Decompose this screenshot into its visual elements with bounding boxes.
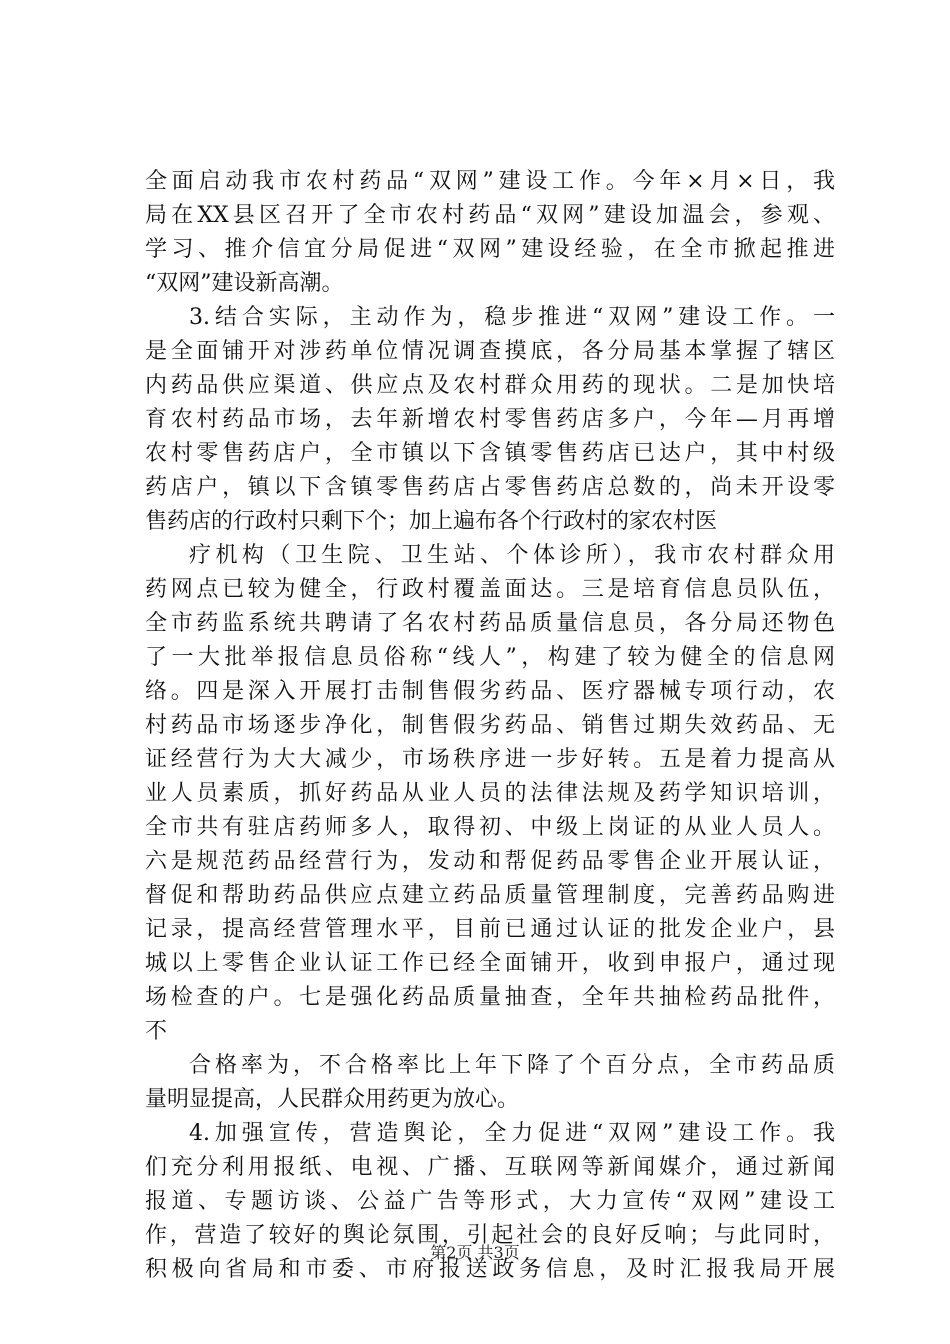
text-line: 售药店的行政村只剩下个；加上遍布各个行政村的家农村医	[145, 509, 718, 534]
text-line: 全面启动我市农村药品“双网”建设工作。今年×月×日，我	[145, 169, 835, 194]
text-line: 记录，提高经营管理水平，目前已通过认证的批发企业户，县	[145, 917, 835, 942]
text-line: 疗机构（卫生院、卫生站、个体诊所），我市农村群众用	[189, 543, 835, 568]
text-line: 是全面铺开对涉药单位情况调查摸底，各分局基本掌握了辖区	[145, 339, 835, 364]
text-line: 4.加强宣传，营造舆论，全力促进“双网”建设工作。我	[189, 1121, 835, 1146]
text-line: 作，营造了较好的舆论氛围，引起社会的良好反响；与此同时，	[145, 1223, 835, 1248]
text-line: 六是规范药品经营行为，发动和帮促药品零售企业开展认证，	[145, 849, 835, 874]
text-line: “双网”建设新高潮。	[145, 271, 344, 296]
text-line: 了一大批举报信息员俗称“线人”，构建了较为健全的信息网	[145, 645, 835, 670]
text-line: 证经营行为大大减少，市场秩序进一步好转。五是着力提高从	[145, 747, 835, 772]
body-text	[145, 165, 835, 1287]
text-line: 育农村药品市场，去年新增农村零售药店多户，今年—月再增	[145, 407, 835, 432]
page-footer: 第2页 共3页	[430, 1243, 520, 1262]
text-line: 不	[145, 1019, 168, 1044]
text-line: 局在XX县区召开了全市农村药品“双网”建设加温会，参观、	[145, 203, 835, 228]
text-line: 积极向省局和市委、市府报送政务信息，及时汇报我局开展	[145, 1257, 835, 1282]
text-line: 报道、专题访谈、公益广告等形式，大力宣传“双网”建设工	[145, 1189, 835, 1214]
text-line: 络。四是深入开展打击制售假劣药品、医疗器械专项行动，农	[145, 679, 835, 704]
text-line: 学习、推介信宜分局促进“双网”建设经验，在全市掀起推进	[145, 237, 835, 262]
text-line: 们充分利用报纸、电视、广播、互联网等新闻媒介，通过新闻	[145, 1155, 835, 1180]
text-line: 场检查的户。七是强化药品质量抽查，全年共抽检药品批件，	[145, 985, 835, 1010]
text-line: 内药品供应渠道、供应点及农村群众用药的现状。二是加快培	[145, 373, 835, 398]
text-line: 药店户，镇以下含镇零售药店占零售药店总数的，尚未开设零	[145, 475, 835, 500]
text-line: 量明显提高，人民群众用药更为放心。	[145, 1087, 520, 1112]
text-line: 全市药监系统共聘请了名农村药品质量信息员，各分局还物色	[145, 611, 835, 636]
text-line: 合格率为，不合格率比上年下降了个百分点，全市药品质	[189, 1053, 835, 1078]
text-line: 全市共有驻店药师多人，取得初、中级上岗证的从业人员人。	[145, 815, 835, 840]
text-line: 督促和帮助药品供应点建立药品质量管理制度，完善药品购进	[145, 883, 835, 908]
text-line: 药网点已较为健全，行政村覆盖面达。三是培育信息员队伍，	[145, 577, 835, 602]
text-line: 业人员素质，抓好药品从业人员的法律法规及药学知识培训，	[145, 781, 835, 806]
text-line: 村药品市场逐步净化，制售假劣药品、销售过期失效药品、无	[145, 713, 835, 738]
text-line: 农村零售药店户，全市镇以下含镇零售药店已达户，其中村级	[145, 441, 835, 466]
text-line: 3.结合实际，主动作为，稳步推进“双网”建设工作。一	[189, 305, 835, 330]
text-line: 城以上零售企业认证工作已经全面铺开，收到申报户，通过现	[145, 951, 835, 976]
